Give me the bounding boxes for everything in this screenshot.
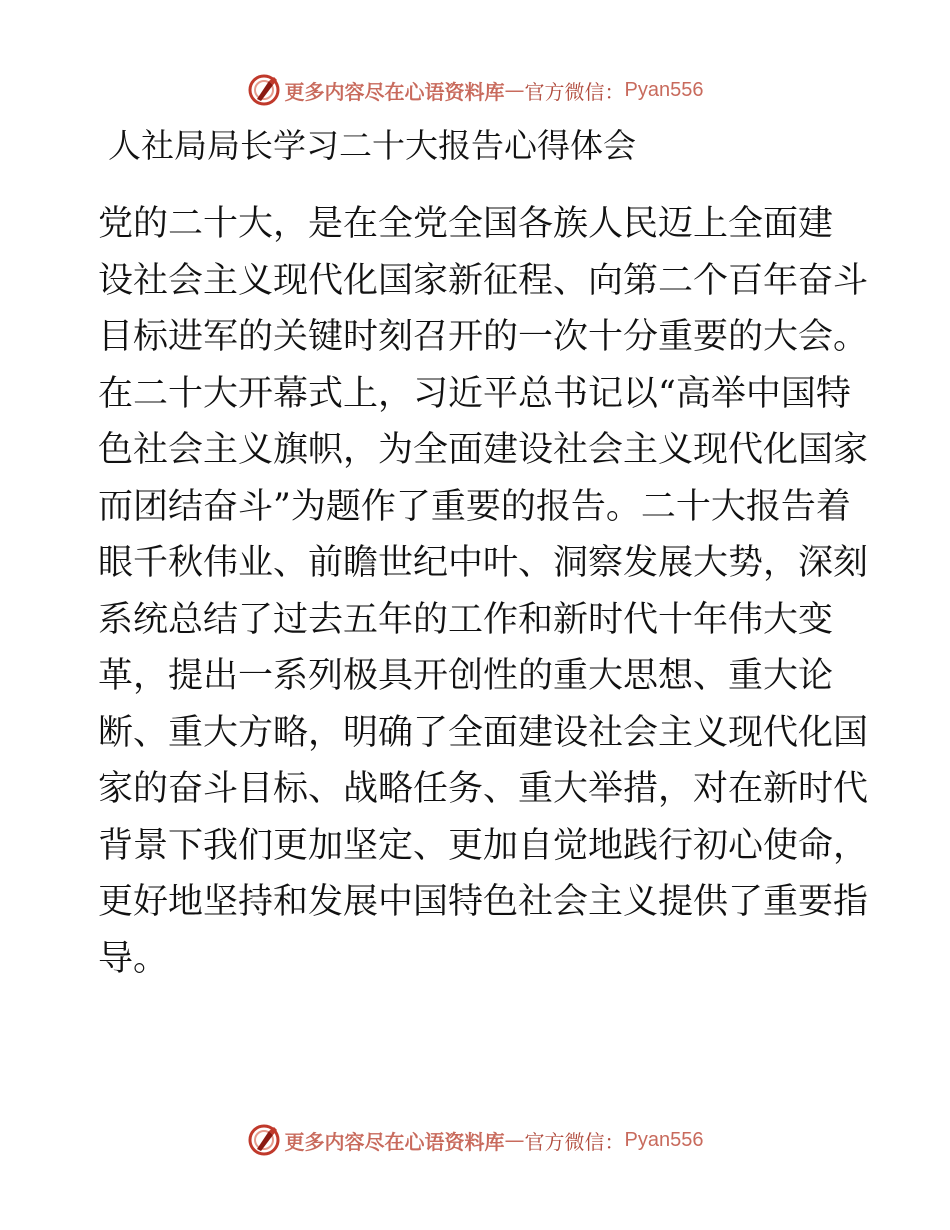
body-text-line: 背景下我们更加坚定、更加自觉地践行初心使命， [98,825,869,866]
banner-wechat-id: Pyan556 [624,78,704,101]
body-text-line: 而团结奋斗”为题作了重要的报告。二十大报告着 [98,486,851,527]
banner-main-text: 更多内容尽在心语资料库 [284,1129,505,1154]
body-text-line: 断、重大方略，明确了全面建设社会主义现代化国 [98,712,869,753]
banner-separator: — [504,1128,525,1152]
document-body [98,196,869,987]
body-text-line: 家的奋斗目标、战略任务、重大举措，对在新时代 [98,769,869,809]
body-text-line: 更好地坚持和发展中国特色社会主义提供了重要指 [98,882,869,922]
body-text-line: 目标进军的关键时刻召开的一次十分重要的大会。 [98,317,869,357]
body-text-line: 设社会主义现代化国家新征程、向第二个百年奋斗 [98,260,869,301]
pen-nib-logo-icon [247,1123,281,1157]
banner-main-text: 更多内容尽在心语资料库 [284,79,505,104]
pen-nib-logo-icon [247,73,281,107]
body-text-line: 党的二十大，是在全党全国各族人民迈上全面建 [98,204,834,244]
footer-watermark-banner [0,1120,950,1160]
body-text-line: 眼千秋伟业、前瞻世纪中叶、洞察发展大势，深刻 [98,543,869,583]
banner-wechat-id: Pyan556 [624,1128,704,1151]
body-text-line: 色社会主义旗帜，为全面建设社会主义现代化国家 [98,430,869,470]
banner-separator: — [504,78,525,102]
document-title: 人社局局长学习二十大报告心得体会 [108,126,636,165]
body-text-line: 革，提出一系列极具开创性的重大思想、重大论 [98,656,834,696]
body-text-line: 系统总结了过去五年的工作和新时代十年伟大变 [98,599,834,640]
header-watermark-banner [0,70,950,110]
banner-official-label: 官方微信： [524,1129,625,1154]
banner-official-label: 官方微信： [524,79,625,104]
body-text-line: 在二十大开幕式上，习近平总书记以“高举中国特 [98,373,851,414]
body-text-line: 导。 [98,938,169,979]
